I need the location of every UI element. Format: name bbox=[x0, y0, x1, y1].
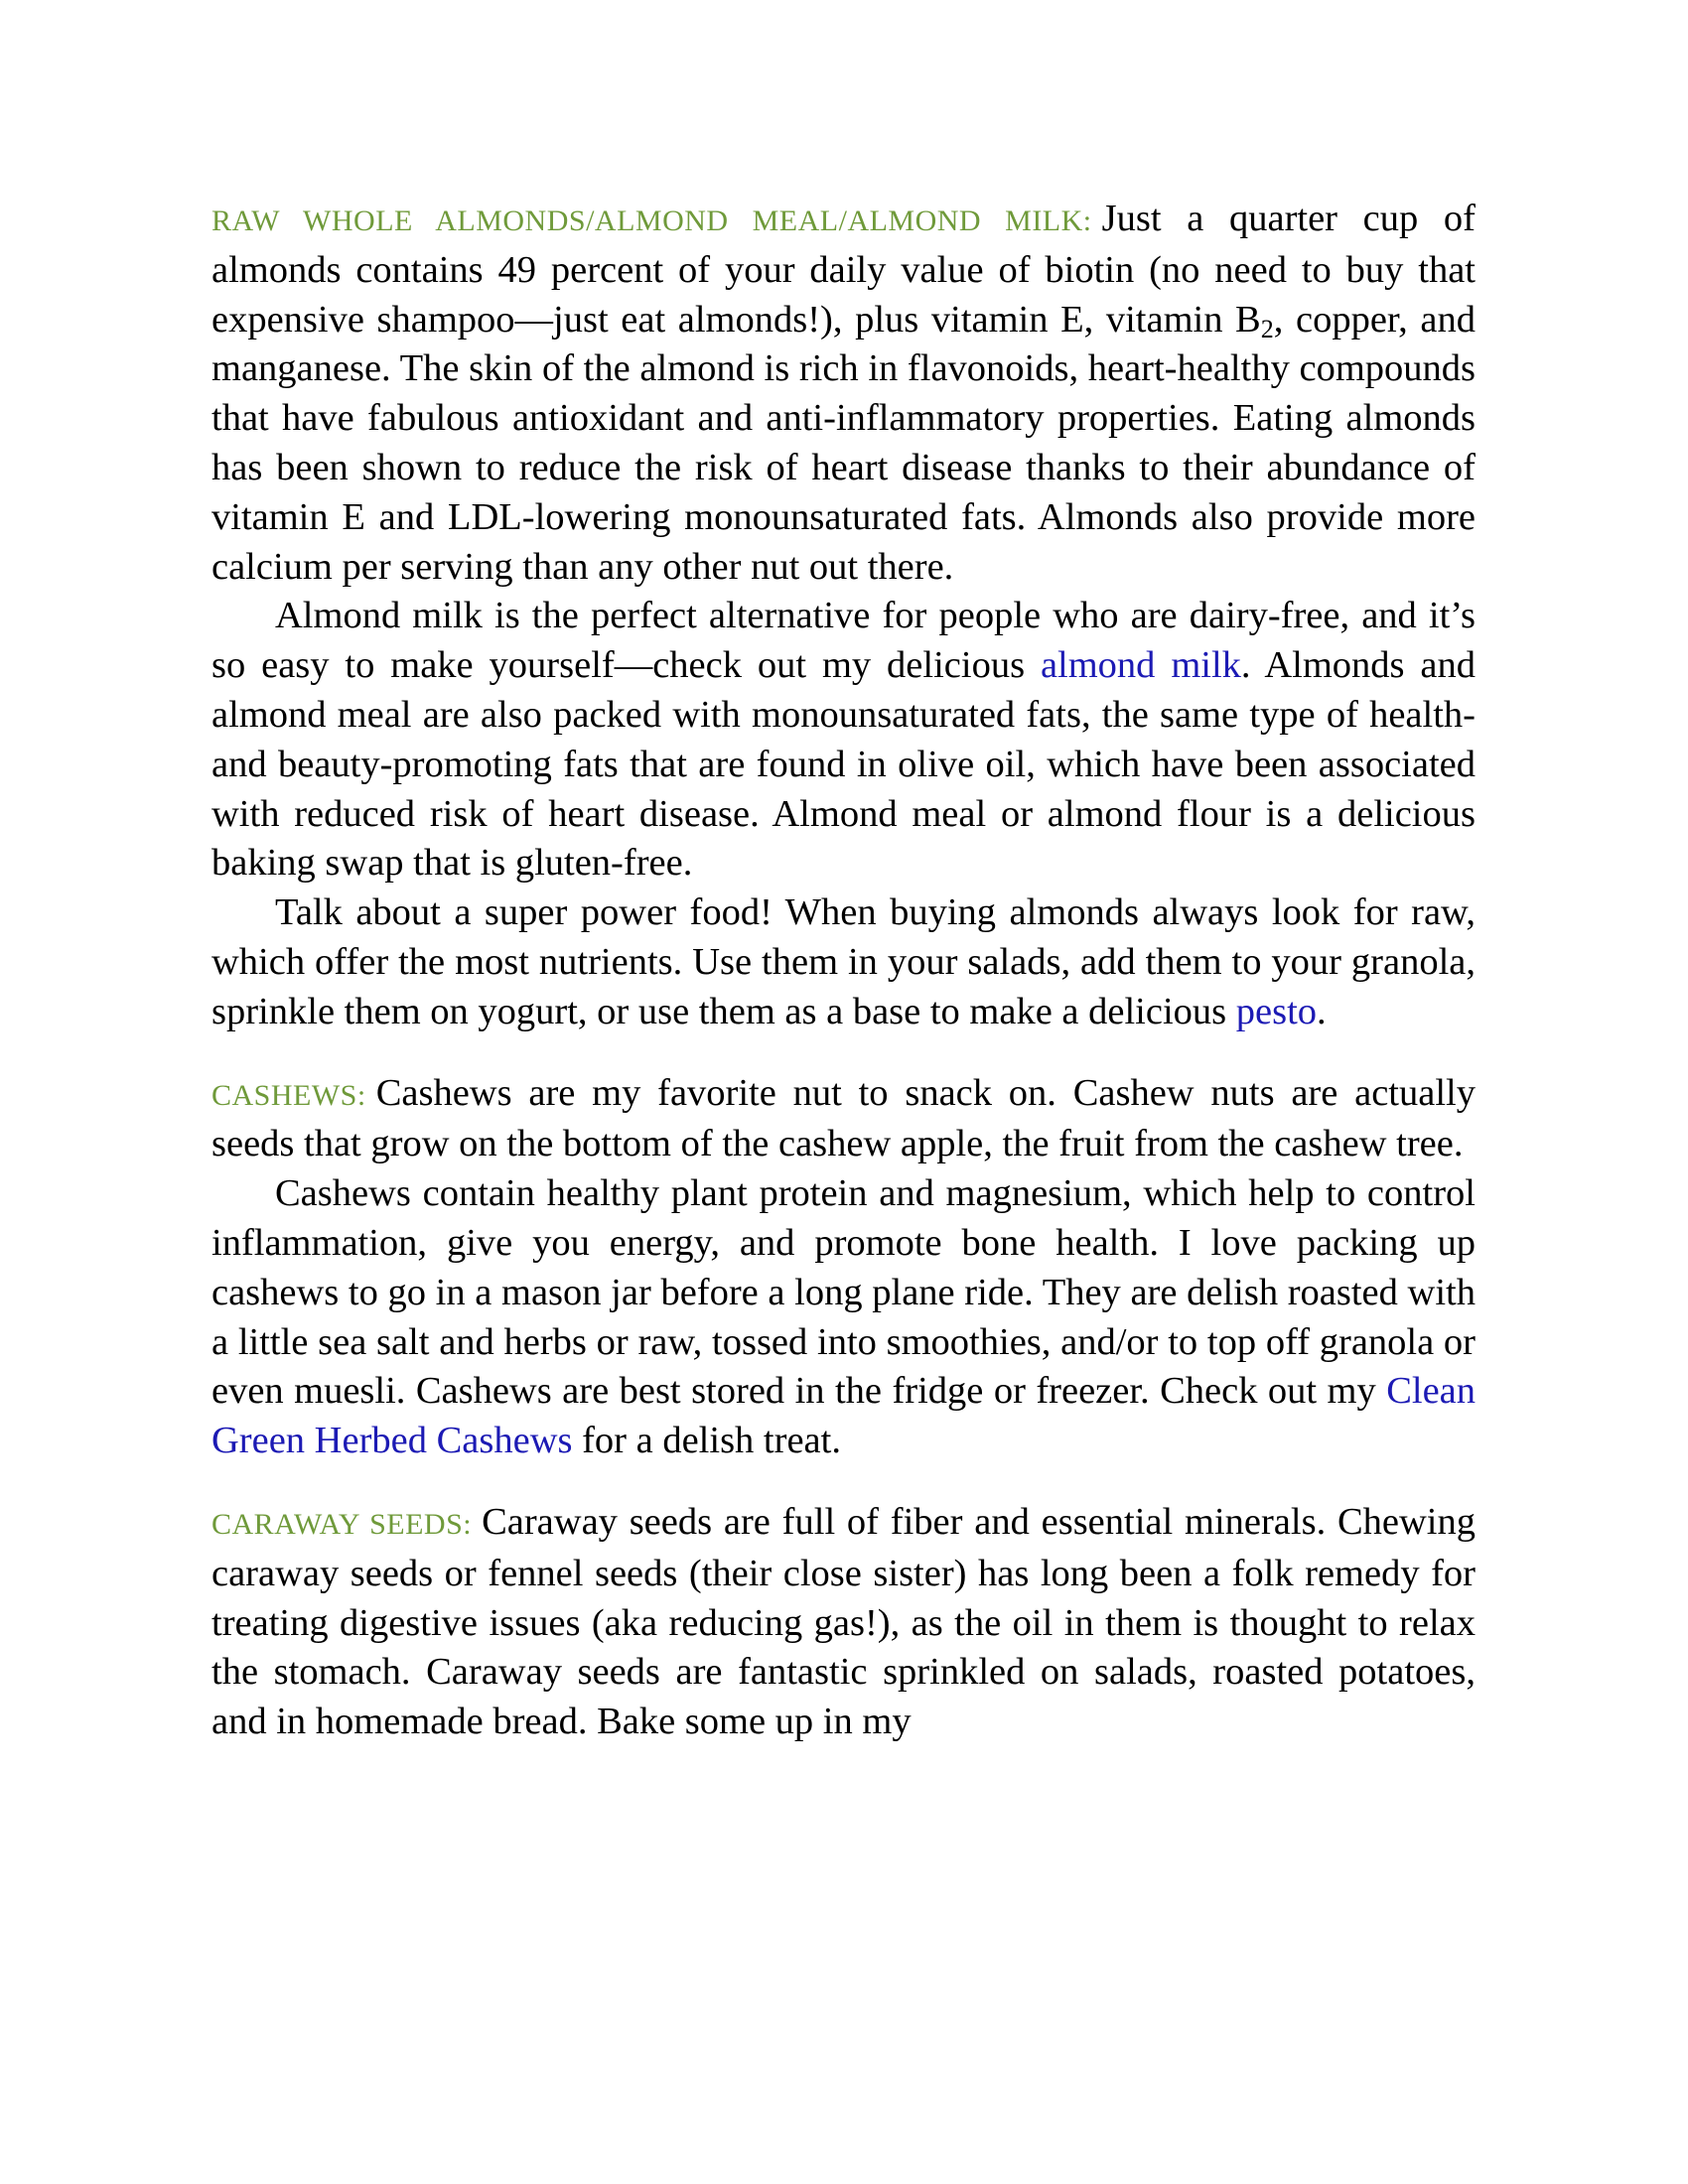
entry-cashews bbox=[211, 1069, 1476, 1466]
cashews-heading: CASHEWS: bbox=[211, 1078, 366, 1112]
vitamin-b-subscript: 2 bbox=[1260, 314, 1274, 343]
entry-almonds bbox=[211, 195, 1476, 1037]
entry-caraway bbox=[211, 1498, 1476, 1747]
cashews-p1-text: Cashews are my favorite nut to snack on. Cashew nuts are actually seeds that grow on the bottom of the cashew apple, the fruit from the cashew tree. bbox=[211, 1071, 1476, 1165]
almonds-p2-text-a: Almond milk is the perfect alternative for people who are dairy-free, and it’s so easy to make yourself—check out my delicious bbox=[211, 595, 1476, 687]
cashews-paragraph-2 bbox=[211, 1169, 1476, 1466]
herbed-cashews-link[interactable]: Clean Green Herbed Cashews bbox=[211, 1370, 1476, 1462]
almonds-paragraph-3 bbox=[211, 888, 1476, 1036]
almonds-p1-text-b: , copper, and manganese. The skin of the almond is rich in flavonoids, heart-healthy compounds that have fabulous antioxidant and anti-inflammatory properties. Eating almonds has been shown to reduce the risk of heart disease thanks to their abundance of vitamin E and LDL-lowering monounsaturated fats. Almonds also provide more calcium per serving than any other nut out there. bbox=[211, 298, 1476, 588]
almond-milk-link[interactable]: almond milk bbox=[1040, 644, 1241, 687]
almonds-p2-text-b: . Almonds and almond meal are also packed with monounsaturated fats, the same type of health- and beauty-promoting fats that are found in olive oil, which have been associated with reduced risk of heart disease. Almond meal or almond flour is a delicious baking swap that is gluten-free. bbox=[211, 644, 1476, 885]
pesto-link[interactable]: pesto bbox=[1235, 990, 1318, 1032]
almonds-p3-text-a: Talk about a super power food! When buying almonds always look for raw, which offer the most nutrients. Use them in your salads, add them to your granola, sprinkle them on yogurt, or use them as a base to make a delicious bbox=[211, 891, 1476, 1032]
almonds-p1-text-a: Just a quarter cup of almonds contains 49 percent of your daily value of biotin (no need to buy that expensive shampoo—just eat almonds!), plus vitamin E, vitamin B bbox=[211, 198, 1476, 341]
caraway-p1-text: Caraway seeds are full of fiber and essential minerals. Chewing caraway seeds or fennel seeds (their close sister) has long been a folk remedy for treating digestive issues (aka reducing gas!), as the oil in them is thought to relax the stomach. Caraway seeds are fantastic sprinkled on salads, roasted potatoes, and in homemade bread. Bake some up in my bbox=[211, 1500, 1476, 1743]
almonds-heading: RAW WHOLE ALMONDS/ALMOND MEAL/ALMOND MILK: bbox=[211, 205, 1092, 237]
cashews-p2-text-a: Cashews contain healthy plant protein and magnesium, which help to control inflammation, give you energy, and promote bone health. I love packing up cashews to go in a mason jar before a long plane ride. They are delish roasted with a little sea salt and herbs or raw, tossed into smoothies, and/or to top off granola or even muesli. Cashews are best stored in the fridge or freezer. Check out my bbox=[211, 1172, 1476, 1413]
cashews-p2-text-b: for a delish treat. bbox=[572, 1420, 841, 1462]
caraway-heading: CARAWAY SEEDS: bbox=[211, 1507, 473, 1541]
caraway-paragraph-1 bbox=[211, 1498, 1476, 1747]
cashews-paragraph-1 bbox=[211, 1069, 1476, 1170]
almonds-paragraph-1 bbox=[211, 195, 1476, 592]
almonds-paragraph-2 bbox=[211, 592, 1476, 888]
document-page bbox=[211, 195, 1476, 1779]
almonds-p3-text-b: . bbox=[1317, 990, 1327, 1032]
